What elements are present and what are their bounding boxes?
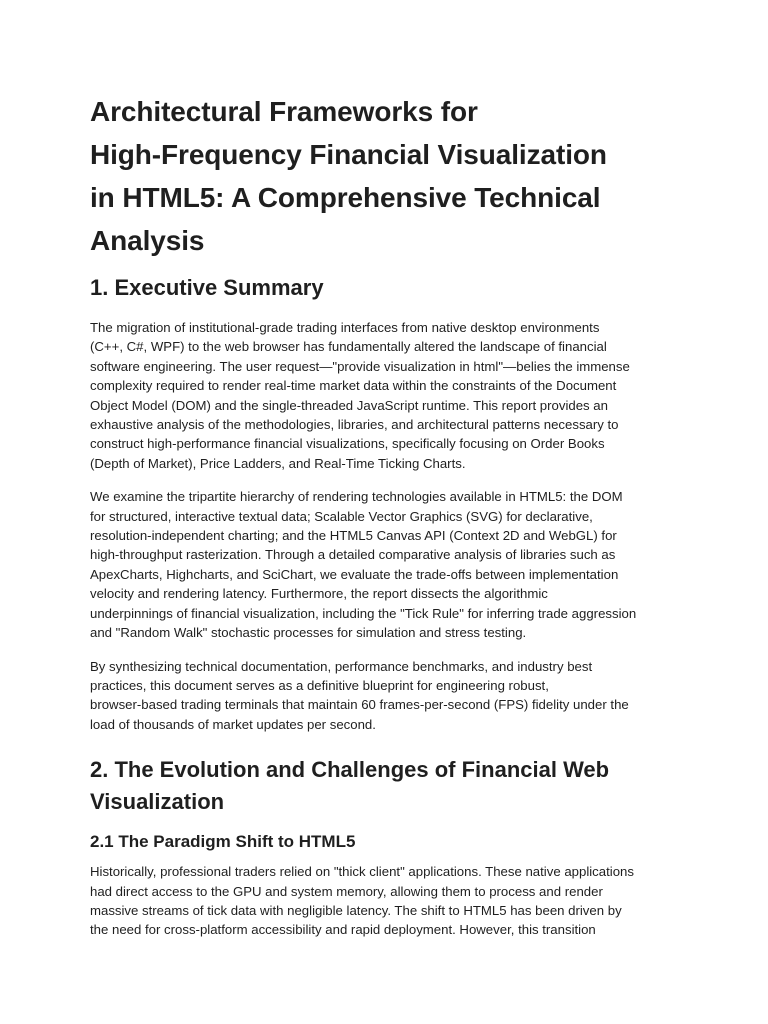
text-line: Object Model (DOM) and the single-threaded JavaScript runtime. This report provides an bbox=[90, 397, 608, 413]
text-line: Historically, professional traders relied on "thick client" applications. These native applications bbox=[90, 864, 634, 880]
title-line: Architectural Frameworks for bbox=[90, 96, 478, 127]
text-line: load of thousands of market updates per second. bbox=[90, 716, 376, 732]
title-line: Analysis bbox=[90, 225, 205, 256]
text-line: practices, this document serves as a definitive blueprint for engineering robust, bbox=[90, 677, 549, 693]
text-line: velocity and rendering latency. Furthermore, the report dissects the algorithmic bbox=[90, 586, 548, 602]
text-line: had direct access to the GPU and system memory, allowing them to process and render bbox=[90, 883, 603, 899]
paragraph bbox=[90, 657, 690, 735]
text-line: the need for cross-platform accessibility and rapid deployment. However, this transition bbox=[90, 922, 596, 938]
text-line: complexity required to render real-time market data within the constraints of the Document bbox=[90, 378, 617, 394]
text-line: We examine the tripartite hierarchy of rendering technologies available in HTML5: the DOM bbox=[90, 489, 623, 505]
heading-line: Visualization bbox=[90, 789, 225, 815]
title-line: in HTML5: A Comprehensive Technical bbox=[90, 182, 601, 213]
paragraph bbox=[90, 487, 690, 642]
text-line: massive streams of tick data with negligible latency. The shift to HTML5 has been driven by bbox=[90, 902, 622, 918]
paragraph bbox=[90, 318, 690, 473]
text-line: exhaustive analysis of the methodologies, libraries, and architectural patterns necessary to bbox=[90, 417, 619, 433]
section-heading-evolution bbox=[90, 754, 690, 818]
text-line: resolution-independent charting; and the HTML5 Canvas API (Context 2D and WebGL) for bbox=[90, 528, 617, 544]
text-line: ApexCharts, Highcharts, and SciChart, we evaluate the trade-offs between implementation bbox=[90, 566, 619, 582]
text-line: The migration of institutional-grade trading interfaces from native desktop environments bbox=[90, 320, 600, 335]
title-line: High-Frequency Financial Visualization bbox=[90, 139, 607, 170]
text-line: (C++, C#, WPF) to the web browser has fundamentally altered the landscape of financial bbox=[90, 339, 607, 355]
text-line: high-throughput rasterization. Through a detailed comparative analysis of libraries such as bbox=[90, 547, 616, 563]
text-line: and "Random Walk" stochastic processes for simulation and stress testing. bbox=[90, 625, 527, 641]
text-line: By synthesizing technical documentation, performance benchmarks, and industry best bbox=[90, 658, 593, 674]
text-line: software engineering. The user request—"provide visualization in html"—belies the immense bbox=[90, 358, 630, 374]
text-line: construct high-performance financial visualizations, specifically focusing on Order Books bbox=[90, 436, 605, 452]
document-title bbox=[90, 90, 690, 262]
heading-line: 2. The Evolution and Challenges of Financial Web bbox=[90, 757, 610, 783]
text-line: underpinnings of financial visualization, including the "Tick Rule" for inferring trade aggression bbox=[90, 605, 637, 621]
document-page bbox=[90, 90, 690, 940]
subsection-heading-paradigm-shift: 2.1 The Paradigm Shift to HTML5 bbox=[90, 832, 356, 852]
text-line: (Depth of Market), Price Ladders, and Real-Time Ticking Charts. bbox=[90, 455, 466, 471]
paragraph bbox=[90, 862, 690, 940]
text-line: for structured, interactive textual data; Scalable Vector Graphics (SVG) for declarative, bbox=[90, 508, 593, 524]
section-heading-executive-summary: 1. Executive Summary bbox=[90, 275, 324, 300]
text-line: browser-based trading terminals that maintain 60 frames-per-second (FPS) fidelity under the bbox=[90, 697, 629, 713]
